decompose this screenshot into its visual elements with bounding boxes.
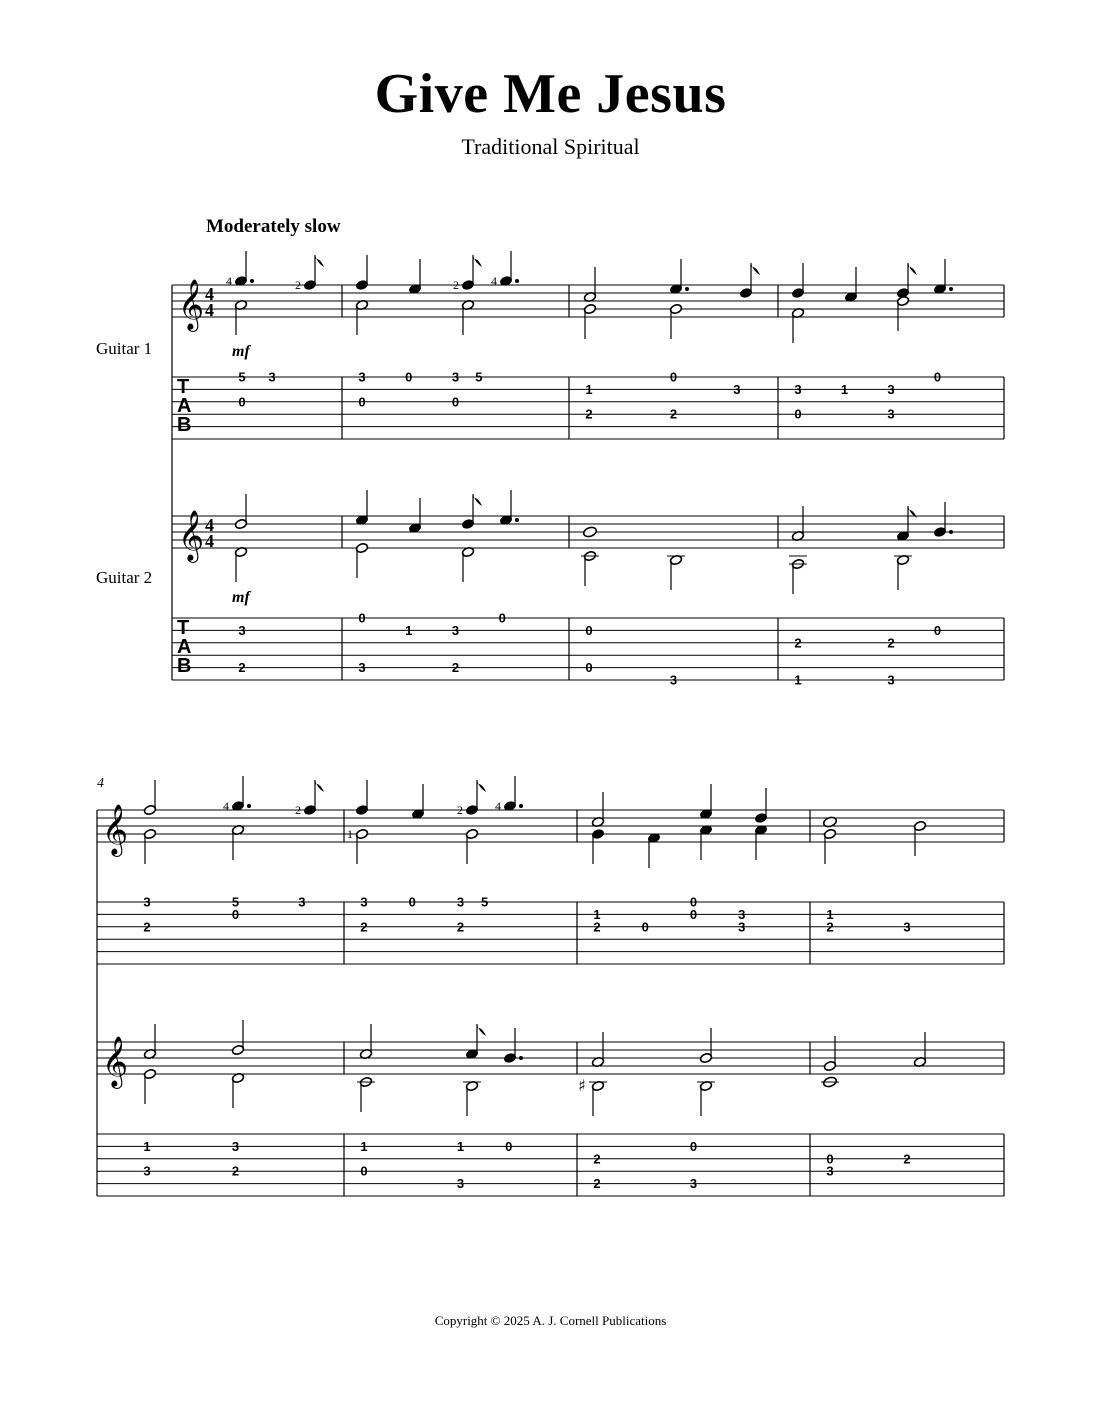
guitar1-tab-number: 3 xyxy=(360,894,368,910)
guitar2-tab-number: 0 xyxy=(505,1138,513,1154)
guitar2-tab-number: 2 xyxy=(794,635,802,651)
guitar1-tab-number: 0 xyxy=(689,894,698,910)
guitar2-tab-number: 0 xyxy=(826,1151,834,1167)
tab-clef-letter: T xyxy=(177,617,190,639)
fingering-number: 4 xyxy=(491,274,497,288)
guitar1-tab-number: 0 xyxy=(669,369,678,385)
fingering-number: 1 xyxy=(347,827,353,841)
note-flag xyxy=(477,780,486,792)
augmentation-dot xyxy=(519,1056,523,1060)
guitar1-tab-number: 2 xyxy=(585,406,593,422)
guitar2-tab-number: 0 xyxy=(933,622,942,638)
guitar2-tab-number: 3 xyxy=(456,1176,465,1192)
time-signature-bottom: 4 xyxy=(205,300,214,320)
guitar1-tab-number: 5 xyxy=(231,894,240,910)
guitar2-tab-number: 0 xyxy=(585,622,593,638)
treble-clef-icon: 𝄞 xyxy=(102,1036,129,1087)
note-flag xyxy=(751,263,760,275)
guitar1-tab-number: 0 xyxy=(689,906,698,922)
guitar2-tab-number: 2 xyxy=(231,1163,240,1179)
fingering-number: 2 xyxy=(295,278,301,292)
guitar1-tab-number: 0 xyxy=(933,369,942,385)
instrument-label-guitar-2: Guitar 2 xyxy=(96,568,153,587)
guitar2-tab-number: 0 xyxy=(689,1138,698,1154)
guitar2-tab-number: 2 xyxy=(593,1176,601,1192)
tab-clef-letter: A xyxy=(177,395,192,417)
fingering-number: 4 xyxy=(226,274,232,288)
guitar1-tab-number: 0 xyxy=(358,394,366,410)
guitar2-tab-number: 1 xyxy=(360,1138,368,1154)
augmentation-dot xyxy=(949,287,953,291)
guitar1-tab-number: 3 xyxy=(456,894,465,910)
guitar2-tab-number: 2 xyxy=(903,1151,911,1167)
note-head xyxy=(582,526,597,538)
guitar1-tab-number: 3 xyxy=(903,919,911,935)
instrument-label-guitar-1: Guitar 1 xyxy=(96,339,153,358)
fingering-number: 2 xyxy=(457,803,463,817)
guitar2-tab-number: 2 xyxy=(451,660,460,676)
page-subtitle: Traditional Spiritual xyxy=(461,134,640,159)
guitar1-tab-number: 1 xyxy=(826,906,834,922)
guitar1-tab-number: 2 xyxy=(456,919,465,935)
guitar1-tab-number: 3 xyxy=(358,369,366,385)
fingering-number: 4 xyxy=(495,799,501,813)
guitar2-tab-number: 3 xyxy=(358,660,366,676)
copyright-footer: Copyright © 2025 A. J. Cornell Publications xyxy=(434,1313,667,1328)
guitar1-tab-number: 3 xyxy=(733,381,741,397)
guitar1-tab-number: 2 xyxy=(360,919,368,935)
guitar1-tab-number: 3 xyxy=(887,406,895,422)
measure-number: 4 xyxy=(97,776,104,791)
guitar2-tab-number: 2 xyxy=(593,1151,601,1167)
guitar1-tab-number: 0 xyxy=(405,369,413,385)
guitar1-tab-number: 3 xyxy=(738,919,746,935)
guitar2-tab-number: 1 xyxy=(794,672,802,688)
guitar1-tab-number: 5 xyxy=(238,369,246,385)
guitar2-tab-number: 2 xyxy=(887,635,895,651)
note-flag xyxy=(473,494,482,506)
guitar2-tab-number: 0 xyxy=(358,610,366,626)
guitar2-tab-number: 2 xyxy=(238,660,246,676)
time-signature-bottom: 4 xyxy=(205,531,214,551)
time-signature-top: 4 xyxy=(205,284,214,304)
guitar1-tab-number: 5 xyxy=(481,894,489,910)
guitar2-tab-number: 0 xyxy=(498,610,506,626)
guitar2-tab-number: 3 xyxy=(887,672,895,688)
augmentation-dot xyxy=(519,804,523,808)
guitar1-tab-number: 3 xyxy=(143,894,151,910)
treble-clef-icon: 𝄞 xyxy=(102,804,129,855)
augmentation-dot xyxy=(685,287,689,291)
guitar1-tab-number: 2 xyxy=(669,406,678,422)
guitar2-tab-number: 0 xyxy=(585,660,593,676)
time-signature-top: 4 xyxy=(205,515,214,535)
guitar2-tab-number: 3 xyxy=(238,622,246,638)
guitar2-tab-number: 1 xyxy=(405,622,413,638)
guitar1-tab-number: 3 xyxy=(451,369,460,385)
dynamic-marking: mf xyxy=(232,589,250,606)
tab-clef-letter: B xyxy=(177,655,192,677)
guitar1-tab-number: 3 xyxy=(794,381,802,397)
guitar1-tab-number: 3 xyxy=(738,906,746,922)
augmentation-dot xyxy=(250,279,254,283)
augmentation-dot xyxy=(515,518,519,522)
guitar2-tab-number: 1 xyxy=(143,1138,151,1154)
guitar1-tab-number: 0 xyxy=(231,906,240,922)
sharp-sign: ♯ xyxy=(578,1076,586,1095)
guitar2-tab-number: 3 xyxy=(231,1138,240,1154)
tab-clef-letter: B xyxy=(177,414,192,436)
guitar1-tab-number: 2 xyxy=(593,919,601,935)
note-flag xyxy=(473,255,482,267)
augmentation-dot xyxy=(247,804,251,808)
guitar2-tab-number: 3 xyxy=(689,1176,698,1192)
note-flag xyxy=(908,263,917,275)
dynamic-marking: mf xyxy=(232,343,250,360)
guitar2-tab-number: 3 xyxy=(669,672,678,688)
guitar1-tab-number: 0 xyxy=(451,394,460,410)
guitar2-tab-number: 3 xyxy=(143,1163,151,1179)
guitar1-tab-number: 0 xyxy=(238,394,246,410)
guitar1-tab-number: 0 xyxy=(794,406,802,422)
tab-clef-letter: A xyxy=(177,636,192,658)
augmentation-dot xyxy=(949,530,953,534)
guitar1-tab-number: 1 xyxy=(585,381,593,397)
guitar2-tab-number: 1 xyxy=(456,1138,465,1154)
guitar1-tab-number: 2 xyxy=(826,919,834,935)
guitar2-tab-number: 0 xyxy=(360,1163,368,1179)
note-flag xyxy=(477,1024,486,1036)
page-title: Give Me Jesus xyxy=(374,63,727,125)
treble-clef-icon: 𝄞 xyxy=(178,510,205,561)
tab-clef-letter: T xyxy=(177,376,190,398)
note-flag xyxy=(315,255,324,267)
guitar1-tab-number: 5 xyxy=(475,369,483,385)
augmentation-dot xyxy=(515,279,519,283)
guitar1-tab-number: 3 xyxy=(298,894,306,910)
treble-clef-icon: 𝄞 xyxy=(178,279,205,330)
guitar1-tab-number: 2 xyxy=(143,919,151,935)
guitar2-tab-number: 3 xyxy=(826,1163,834,1179)
guitar1-tab-number: 1 xyxy=(593,906,601,922)
note-flag xyxy=(315,780,324,792)
guitar1-tab-number: 1 xyxy=(840,381,849,397)
fingering-number: 2 xyxy=(295,803,301,817)
guitar2-tab-number: 3 xyxy=(451,622,460,638)
guitar1-tab-number: 3 xyxy=(887,381,895,397)
guitar1-tab-number: 3 xyxy=(268,369,276,385)
guitar1-tab-number: 0 xyxy=(408,894,416,910)
tempo-marking: Moderately slow xyxy=(206,216,341,237)
fingering-number: 4 xyxy=(223,799,229,813)
guitar1-tab-number: 0 xyxy=(641,919,649,935)
fingering-number: 2 xyxy=(453,278,459,292)
